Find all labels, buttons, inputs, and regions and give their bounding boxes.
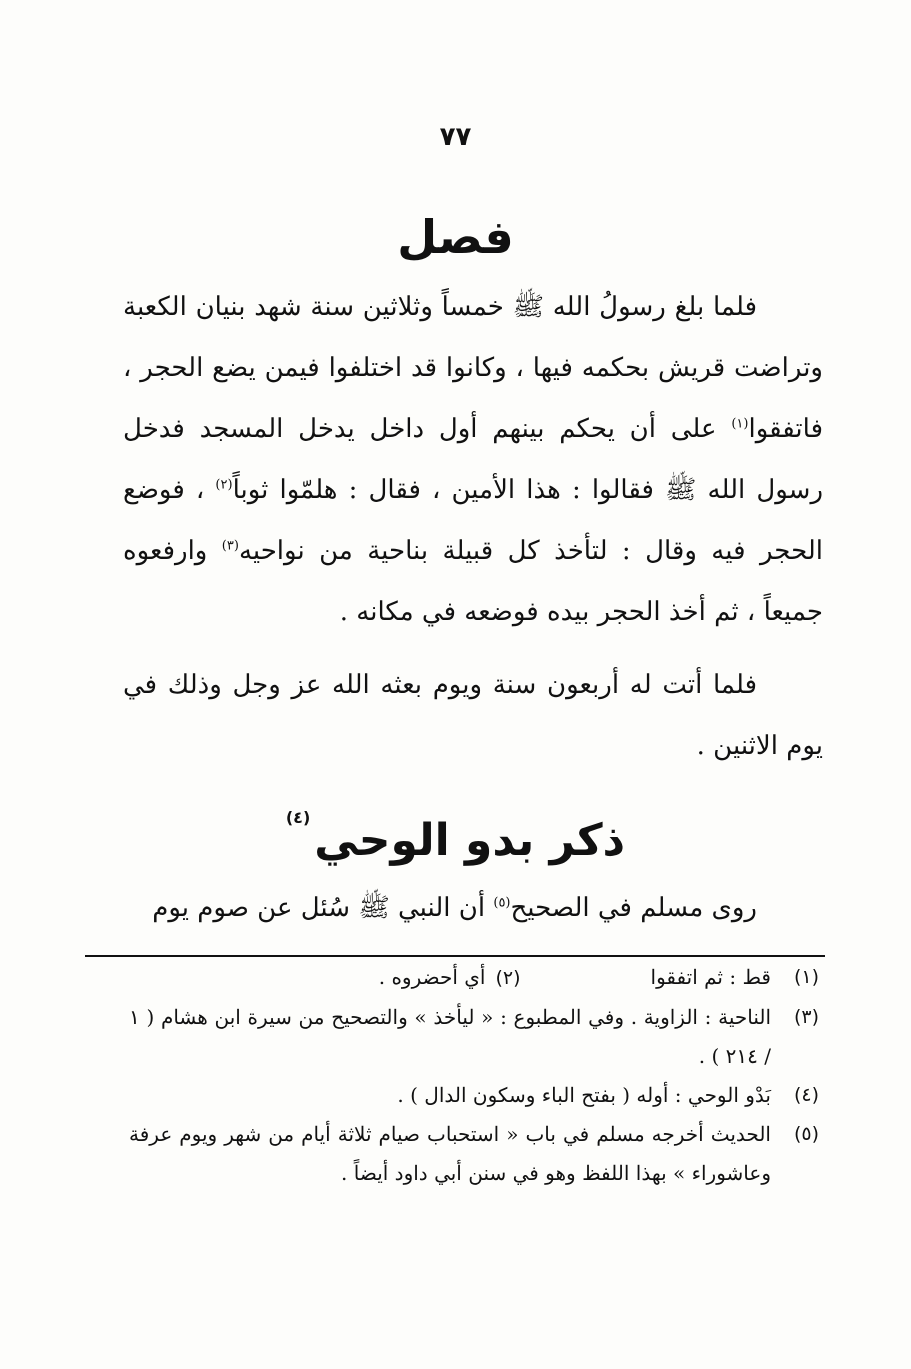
paragraph-1-text-a: فلما بلغ رسولُ الله ﷺ خمساً وثلاثين سنة شهد بنيان الكعبة وتراضت قريش بحكمه فيها ، وكانوا قد اختلفوا فيمن يضع الحجر ، فاتفقوا: [123, 292, 824, 444]
paragraph-1: [123, 277, 823, 643]
paragraph-1-text-b: على أن يحكم بينهم أول داخل يدخل المسجد فدخل رسول الله ﷺ فقالوا : هذا الأمين ، فقال : هلمّوا ثوباً: [123, 414, 824, 505]
paragraph-2: [123, 655, 823, 777]
footnote-4: [129, 1076, 819, 1115]
footnote-marker-1: (١): [731, 416, 749, 432]
footnote-1-text: قط : ثم اتفقوا: [650, 965, 771, 989]
paragraph-3-text-b: أن النبي ﷺ سُئل عن صوم يوم: [152, 893, 486, 923]
chapter-heading: [0, 808, 911, 866]
footnote-4-number: (٤): [793, 1084, 819, 1106]
footnote-marker-2: (٢): [215, 477, 233, 493]
footnote-1-2: [129, 958, 819, 998]
footnote-marker-3: (٣): [221, 538, 239, 554]
footnote-3-text: الناحية : الزاوية . وفي المطبوع : « ليأخذ » والتصحيح من سيرة ابن هشام ( ١ / ٢١٤ ) .: [129, 1005, 771, 1068]
footnotes: [129, 958, 819, 1193]
chapter-heading-footnote-marker: (٤): [285, 808, 311, 827]
footnote-2-text: أي أحضروه .: [378, 965, 486, 989]
chapter-heading-text: ذكر بدو الوحي: [314, 815, 626, 866]
section-heading: فصل: [397, 210, 514, 264]
footnote-marker-5: (٥): [493, 895, 511, 911]
paragraph-2-text: فلما أتت له أربعون سنة ويوم بعثه الله عز وجل وذلك في يوم الاثنين .: [123, 670, 823, 761]
paragraph-3-text-a: روى مسلم في الصحيح: [510, 893, 757, 923]
footnote-1-number: (١): [793, 966, 819, 988]
page-number: ٧٧: [439, 122, 472, 152]
footnote-2-number: (٢): [495, 967, 521, 989]
paragraph-1-text-c: ، فوضع الحجر فيه وقال : لتأخذ كل قبيلة بناحية من نواحيه: [123, 475, 823, 566]
footnote-3: [129, 998, 819, 1076]
footnote-5: [129, 1115, 819, 1193]
footnote-5-number: (٥): [793, 1123, 819, 1145]
footnote-3-number: (٣): [793, 1006, 819, 1028]
footnote-5-text: الحديث أخرجه مسلم في باب « استحباب صيام ثلاثة أيام من شهر ويوم عرفة وعاشوراء » بهذا اللفظ وهو في سنن أبي داود أيضاً .: [129, 1122, 771, 1185]
footnote-separator-rule: [85, 955, 825, 957]
paragraph-1-text-d: وارفعوه جميعاً ، ثم أخذ الحجر بيده فوضعه في مكانه .: [123, 536, 823, 627]
footnote-4-text: بَدْو الوحي : أوله ( بفتح الباء وسكون الدال ) .: [397, 1083, 771, 1107]
paragraph-3: [123, 878, 823, 939]
